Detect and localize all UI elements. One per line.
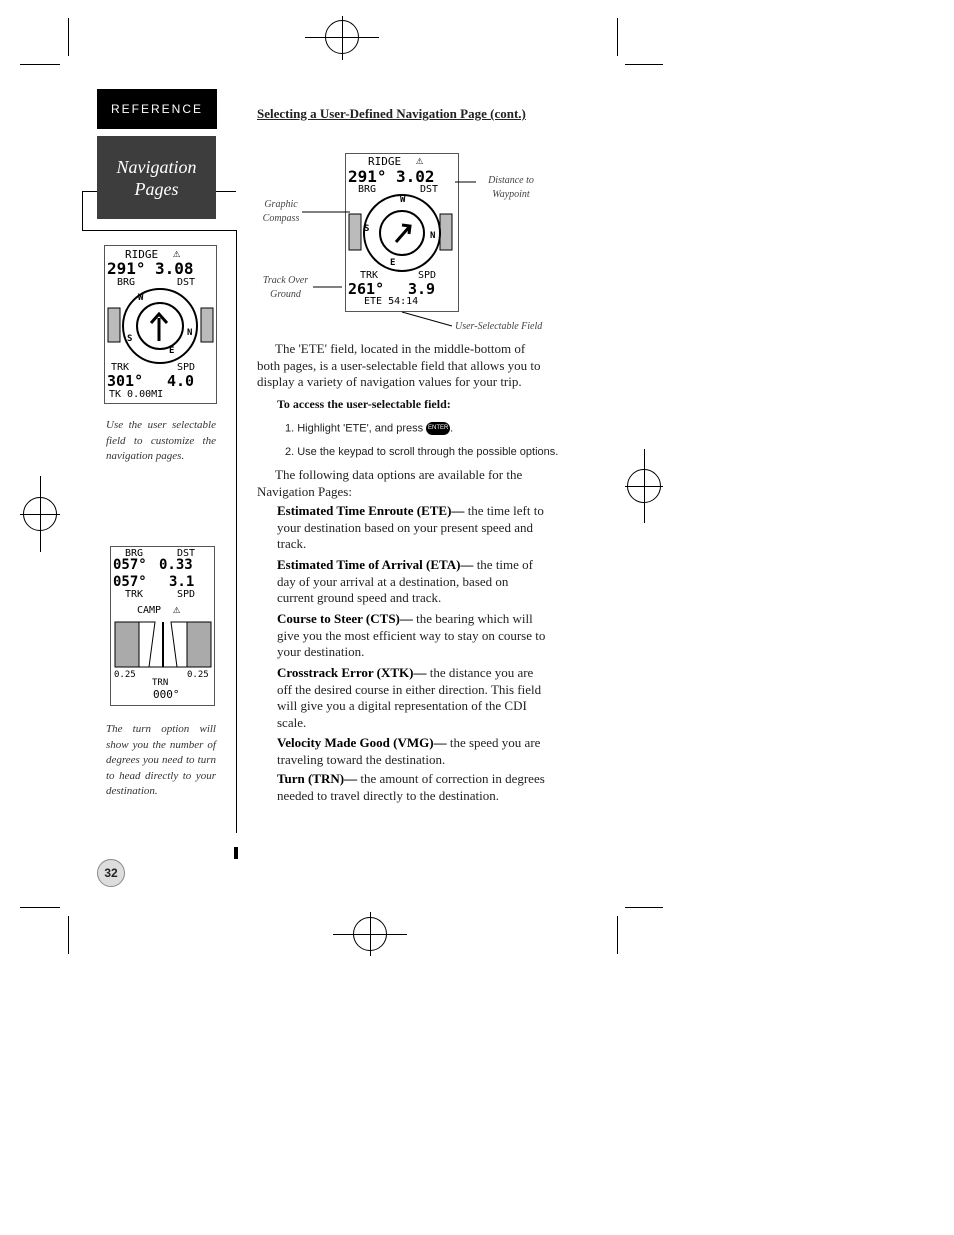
bearing-label: BRG — [117, 277, 136, 288]
selectable-field: ETE 54:14 — [364, 296, 419, 307]
callout-distance-line1: Distance to — [488, 175, 534, 186]
track-label: TRK — [125, 589, 144, 600]
section-title-line2: Pages — [134, 178, 179, 199]
registration-mark — [325, 20, 359, 54]
waypoint-warning-icon: ⚠ — [173, 602, 181, 616]
track-value: 057° — [113, 574, 147, 590]
callout-compass-line2: Compass — [262, 213, 300, 224]
callout-user-field: User-Selectable Field — [455, 321, 543, 332]
gps-screen-cdi — [110, 546, 215, 706]
callout-line — [402, 312, 452, 326]
step1-text: 1. Highlight 'ETE', and press — [285, 422, 424, 435]
callout-track-line2: Ground — [270, 289, 301, 300]
crop-mark — [20, 907, 60, 908]
option-desc: the time of day of your arrival at a destination, based on current ground speed and track. — [277, 557, 534, 605]
crop-mark — [617, 916, 618, 954]
section-heading: Selecting a User-Defined Navigation Page (cont.) — [257, 106, 526, 121]
screen1-caption: Use the user selectable field to customize the navigation pages. — [106, 419, 216, 462]
reference-tab-label: REFERENCE — [110, 102, 203, 116]
gps-screen-navigation — [104, 245, 217, 404]
gps-screen-diagram — [345, 153, 459, 312]
option-term: Course to Steer (CTS)— — [277, 611, 413, 626]
waypoint-name: RIDGE — [125, 248, 159, 261]
compass-north: N — [430, 231, 436, 241]
registration-mark — [627, 469, 661, 503]
tab-rule — [82, 191, 83, 230]
crop-mark — [617, 18, 618, 56]
speed-value: 3.9 — [408, 280, 436, 298]
bearing-label: BRG — [358, 184, 377, 195]
callout-compass — [256, 198, 306, 226]
cdi-road-right — [171, 622, 187, 667]
section-tab — [97, 136, 216, 219]
waypoint-name: RIDGE — [368, 155, 402, 168]
callout-distance-line2: Waypoint — [492, 189, 530, 200]
intro-text: The 'ETE' field, located in the middle-bottom of both pages, is a user-selectable field that allows you to display a variety of navigation values for your trip. — [257, 341, 541, 389]
waypoint-name: CAMP — [137, 605, 162, 616]
section-title-line1: Navigation — [116, 156, 197, 177]
procedure-title: To access the user-selectable field: — [277, 397, 451, 411]
option-term: Estimated Time Enroute (ETE)— — [277, 503, 465, 518]
bearing-value: 291° — [107, 259, 146, 278]
screen2-caption: The turn option will show you the number of degrees you need to turn to head directly to your destination. — [106, 723, 216, 797]
step1-period: . — [450, 422, 454, 435]
crop-mark — [68, 18, 69, 56]
column-divider — [236, 230, 237, 833]
track-value: 261° — [348, 280, 385, 298]
callout-compass-line1: Graphic — [264, 199, 298, 210]
bearing-label: BRG — [125, 548, 144, 559]
option-term: Crosstrack Error (XTK)— — [277, 665, 427, 680]
option-cts — [277, 611, 547, 661]
callout-distance — [478, 174, 544, 202]
selectable-field: TK 0.00MI — [109, 389, 164, 400]
distance-value: 3.02 — [396, 167, 435, 186]
speed-value: 4.0 — [167, 372, 195, 390]
compass-south: S — [364, 224, 370, 234]
track-value: 301° — [107, 372, 144, 390]
waypoint-warning-icon: ⚠ — [416, 153, 424, 167]
track-label: TRK — [111, 362, 130, 373]
procedure-step-1 — [285, 422, 453, 435]
callout-track-line1: Track Over — [262, 275, 309, 286]
crop-mark — [68, 916, 69, 954]
bearing-value: 057° — [113, 557, 147, 573]
option-term: Velocity Made Good (VMG)— — [277, 735, 447, 750]
option-desc: the distance you are off the desired course in either direction. This field will give you a digital representation of the CDI scale. — [277, 665, 542, 730]
distance-label: DST — [177, 277, 196, 288]
scale-right: 0.25 — [187, 670, 209, 680]
compass-east: E — [390, 258, 396, 268]
speed-value: 3.1 — [169, 574, 195, 590]
compass-east: E — [169, 346, 175, 356]
option-desc: the speed you are traveling toward the destination. — [277, 735, 541, 767]
option-desc: the bearing which will give you the most efficient way to stay on course to your destination. — [277, 611, 546, 659]
compass-west: W — [400, 195, 406, 205]
column-end-marker — [234, 847, 238, 859]
bearing-value: 291° — [348, 167, 387, 186]
pointer-arrow-icon — [151, 314, 167, 341]
scale-bar-right — [201, 308, 213, 342]
turn-label: TRN — [152, 678, 169, 688]
scale-bar-right — [440, 214, 452, 250]
enter-key-icon: ENTER — [426, 422, 450, 435]
scale-left: 0.25 — [114, 670, 136, 680]
cdi-road-left — [139, 622, 155, 667]
page-number-text: 32 — [104, 866, 118, 880]
reference-tab — [97, 89, 217, 129]
distance-label: DST — [420, 184, 439, 195]
option-trn — [277, 771, 547, 804]
callout-track — [258, 274, 313, 302]
option-xtk — [277, 665, 547, 731]
crop-mark — [625, 907, 663, 908]
distance-label: DST — [177, 548, 196, 559]
compass-north: N — [187, 328, 193, 338]
distance-value: 3.08 — [155, 259, 194, 278]
scale-bar-left — [349, 214, 361, 250]
tab-rule — [82, 191, 97, 192]
compass-south: S — [127, 334, 133, 344]
compass-west: W — [138, 293, 144, 303]
distance-value: 0.33 — [159, 557, 193, 573]
scale-bar-left — [108, 308, 120, 342]
option-ete — [277, 503, 547, 553]
option-desc: the amount of correction in degrees needed to travel directly to the destination. — [277, 771, 545, 803]
speed-label: SPD — [177, 362, 196, 373]
option-term: Estimated Time of Arrival (ETA)— — [277, 557, 474, 572]
options-intro-text: The following data options are available for the Navigation Pages: — [257, 467, 523, 499]
turn-value: 000° — [153, 688, 180, 701]
option-vmg — [277, 735, 547, 768]
procedure-step-2: 2. Use the keypad to scroll through the possible options. — [285, 446, 559, 458]
intro-paragraph — [257, 341, 547, 391]
tab-rule — [82, 230, 237, 231]
option-term: Turn (TRN)— — [277, 771, 358, 786]
crop-mark — [20, 64, 60, 65]
option-eta — [277, 557, 547, 607]
cdi-shade-left — [115, 622, 139, 667]
waypoint-warning-icon: ⚠ — [173, 246, 181, 260]
crop-mark — [625, 64, 663, 65]
option-desc: the time left to your destination based on your present speed and track. — [277, 503, 544, 551]
speed-label: SPD — [418, 270, 437, 281]
cdi-shade-right — [187, 622, 211, 667]
options-intro — [257, 467, 547, 500]
page-number — [97, 859, 125, 887]
pointer-arrow-icon — [396, 225, 410, 242]
tab-rule — [216, 191, 236, 192]
track-label: TRK — [360, 270, 379, 281]
registration-mark — [23, 497, 57, 531]
speed-label: SPD — [177, 589, 196, 600]
registration-mark — [353, 917, 387, 951]
